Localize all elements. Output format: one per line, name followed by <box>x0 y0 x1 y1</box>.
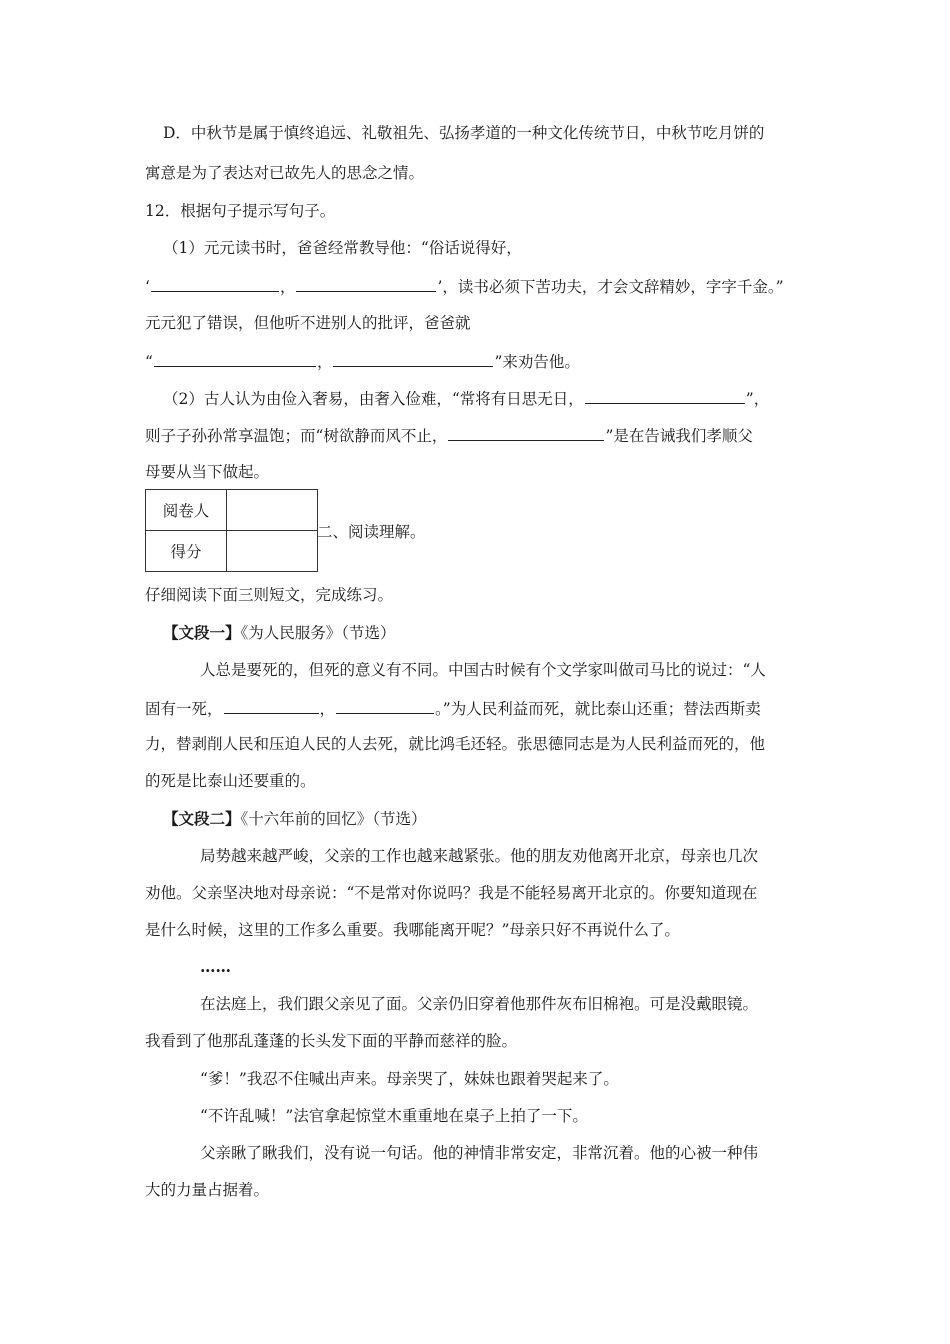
q12-part1-line3: 元元犯了错误，但他听不进别人的批评，爸爸就 <box>145 314 471 332</box>
passage1-line4: 的死是比泰山还要重的。 <box>145 772 316 790</box>
passage-source: 《十六年前的回忆》（节选） <box>240 810 427 828</box>
passage-label: 【文段一】 <box>163 623 241 642</box>
passage2-para4: “不许乱喊！”法官拿起惊堂木重重地在桌子上拍了一下。 <box>200 1107 588 1125</box>
open-quote: ‘ <box>145 278 150 296</box>
line-rest: ’，读书必须下苦功夫，才会文辞精妙，字字千金。” <box>437 278 784 296</box>
passage1-heading <box>163 623 823 643</box>
score-table <box>145 489 318 572</box>
comma: ， <box>316 353 333 371</box>
line-start: 固有一死， <box>145 700 223 718</box>
section-title: 二、阅读理解。 <box>317 523 426 541</box>
passage2-para1-line3: 是什么时候，这里的工作多么重要。我哪能离开呢？”母亲只好不再说什么了。 <box>145 921 680 939</box>
answer-blank[interactable] <box>336 697 434 714</box>
score-label: 得分 <box>146 531 227 572</box>
grader-value[interactable] <box>227 490 318 531</box>
q12-part1-line1: （1）元元读书时，爸爸经常教导他：“俗话说得好， <box>163 239 522 257</box>
passage2-para3: “爹！”我忍不住喊出声来。母亲哭了，妹妹也跟着哭起来了。 <box>200 1070 619 1088</box>
answer-blank[interactable] <box>585 387 745 404</box>
line-rest: ”来劝告他。 <box>494 353 580 371</box>
answer-blank[interactable] <box>154 350 316 367</box>
line-rest: 。”为人民利益而死，就比泰山还重；替法西斯卖 <box>435 700 761 718</box>
comma: ， <box>279 278 296 296</box>
answer-blank[interactable] <box>448 424 604 441</box>
passage-label: 【文段二】 <box>163 809 241 828</box>
grader-label: 阅卷人 <box>146 490 227 531</box>
passage2-para5-line2: 大的力量占据着。 <box>145 1181 270 1199</box>
score-value[interactable] <box>227 531 318 572</box>
table-row <box>146 531 318 572</box>
passage2-para2-line1: 在法庭上，我们跟父亲见了面。父亲仍旧穿着他那件灰布旧棉袍。可是没戴眼镜。 <box>200 995 759 1013</box>
passage2-ellipsis: …… <box>200 957 231 976</box>
q12-title: 12．根据句子提示写句子。 <box>145 202 336 220</box>
line-text: 则子子孙孙常享温饱；而“树欲静而风不止， <box>145 427 448 445</box>
answer-blank[interactable] <box>333 350 493 367</box>
q11-option-d-line2: 寓意是为了表达对已故先人的思念之情。 <box>145 164 425 182</box>
passage1-line2 <box>145 697 805 719</box>
answer-blank[interactable] <box>224 697 319 714</box>
open-quote: “ <box>145 353 153 371</box>
answer-blank[interactable] <box>296 275 436 292</box>
passage2-para5-line1: 父亲瞅了瞅我们，没有说一句话。他的神情非常安定，非常沉着。他的心被一种伟 <box>200 1144 759 1162</box>
passage-source: 《为人民服务》（节选） <box>240 624 396 642</box>
passage2-para1-line2: 劝他。父亲坚决地对母亲说：“不是常对你说吗？我是不能轻易离开北京的。你要知道现在 <box>145 884 758 902</box>
q12-part1-line4 <box>145 350 805 372</box>
passage2-heading <box>163 809 823 829</box>
passage2-para2-line2: 我看到了他那乱蓬蓬的长头发下面的平静而慈祥的脸。 <box>145 1032 518 1050</box>
q12-part1-line2 <box>145 275 805 297</box>
q11-option-d-line1: D．中秋节是属于慎终追远、礼敬祖先、弘扬孝道的一种文化传统节日，中秋节吃月饼的 <box>163 124 765 142</box>
table-row <box>146 490 318 531</box>
q12-part2-line1 <box>163 387 823 409</box>
passage1-line3: 力，替剥削人民和压迫人民的人去死，就比鸿毛还轻。张思德同志是为人民利益而死的，他 <box>145 735 766 753</box>
section-instruction: 仔细阅读下面三则短文，完成练习。 <box>145 586 394 604</box>
q12-part2-line3: 母要从当下做起。 <box>145 463 270 481</box>
comma: ， <box>319 700 336 718</box>
line-end: ”， <box>745 390 770 408</box>
line-end: ”是在告诫我们孝顺父 <box>605 427 753 445</box>
answer-blank[interactable] <box>151 275 279 292</box>
passage1-line1: 人总是要死的，但死的意义有不同。中国古时候有个文学家叫做司马比的说过：“人 <box>200 661 766 679</box>
line-text: （2）古人认为由俭入奢易，由奢入俭难，“常将有日思无日， <box>163 390 584 408</box>
passage2-para1-line1: 局势越来越严峻，父亲的工作也越来越紧张。他的朋友劝他离开北京，母亲也几次 <box>200 847 759 865</box>
q12-part2-line2 <box>145 424 805 446</box>
